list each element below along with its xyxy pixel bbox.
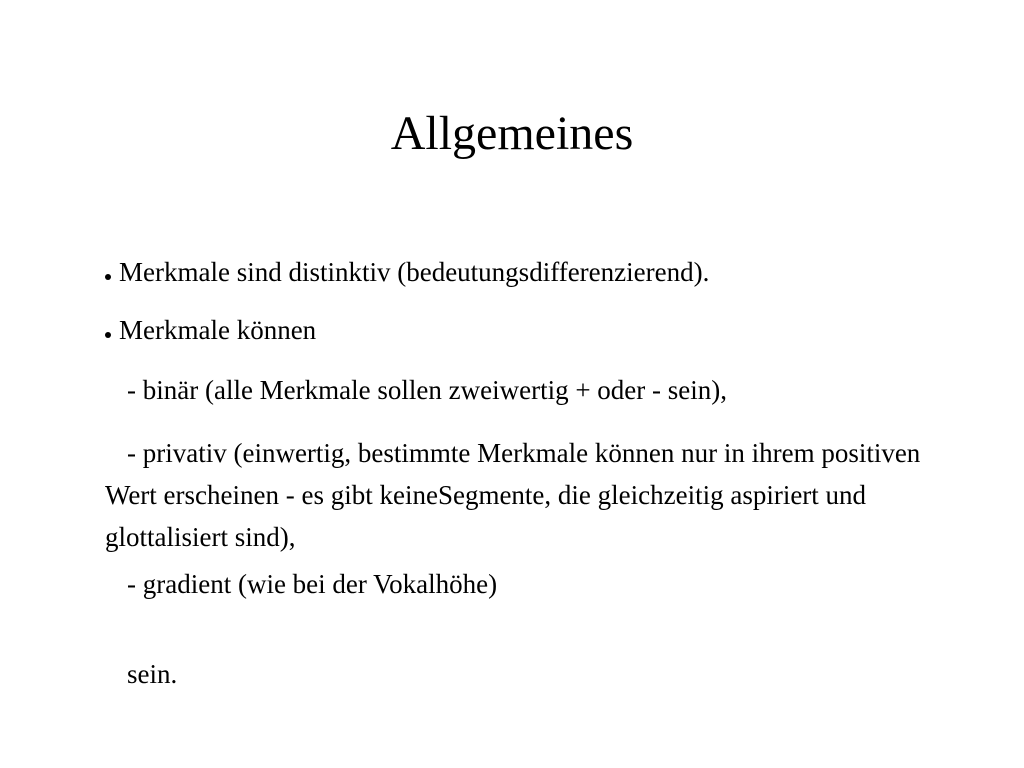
bullet-icon [105, 274, 111, 280]
bullet-item-1 [105, 255, 709, 289]
sub-item-binaer: - binär (alle Merkmale sollen zweiwertig + oder - sein), [127, 375, 727, 405]
bullet-text: Merkmale sind distinktiv (bedeutungsdifferenzierend). [119, 257, 710, 287]
bullet-text: Merkmale können [119, 315, 317, 345]
sub-item-privativ: - privativ (einwertig, bestimmte Merkmale können nur in ihrem positiven Wert erscheinen - es gibt keineSegmente, die gleichzeitig aspiriert und glottalisiert sind), [105, 438, 921, 552]
bullet-icon [105, 332, 111, 338]
closing-text: sein. [127, 659, 178, 689]
slide-title: Allgemeines [390, 107, 634, 160]
sub-item-gradient: - gradient (wie bei der Vokalhöhe) [127, 569, 498, 599]
bullet-item-2 [105, 313, 316, 347]
